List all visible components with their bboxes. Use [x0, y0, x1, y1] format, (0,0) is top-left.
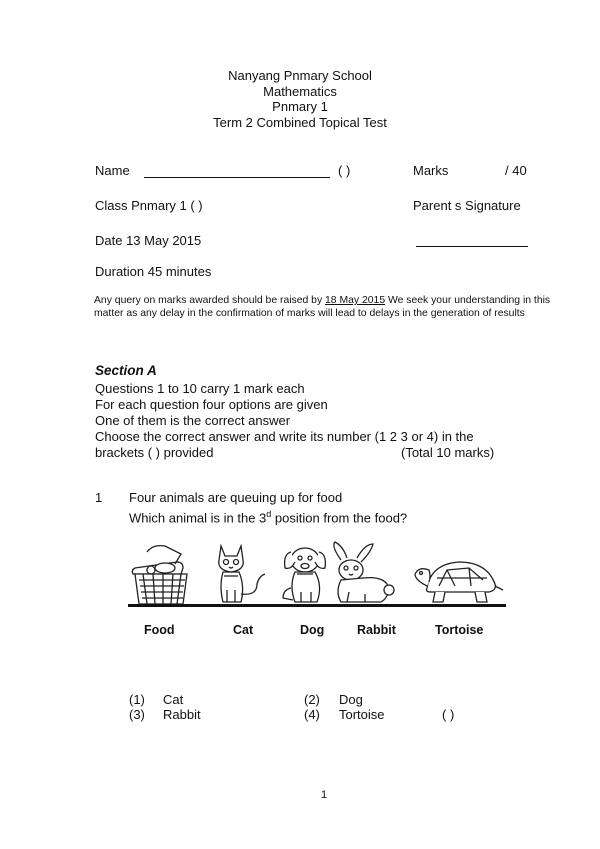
food-basket-icon: [132, 546, 187, 604]
option-4-number: (4): [304, 707, 320, 722]
class-label: Class Pnmary 1 ( ): [95, 198, 203, 213]
query-text-part2: We seek your understanding in this matter as any delay in the confirmation of marks will lead to delays in the generation of results: [94, 295, 551, 319]
instruction-line: Choose the correct answer and write its number (1 2 3 or 4) in the: [95, 429, 474, 444]
option-2-number: (2): [304, 692, 320, 707]
date-label: Date 13 May 2015: [95, 233, 202, 248]
answer-bracket[interactable]: ( ): [442, 707, 455, 722]
subject-title: Mathematics: [263, 83, 337, 99]
instruction-line: One of them is the correct answer: [95, 413, 291, 428]
option-1-number: (1): [129, 692, 145, 707]
name-label: Name: [95, 163, 130, 178]
dog-icon: [283, 548, 325, 602]
query-text-part1: Any query on marks awarded should be raised by: [94, 295, 326, 306]
label-rabbit: Rabbit: [357, 623, 396, 637]
level-title: Pnmary 1: [272, 99, 328, 114]
instruction-line: For each question four options are given: [95, 397, 328, 412]
question-text: [129, 489, 407, 526]
option-3-number: (3): [129, 707, 145, 722]
label-food: Food: [144, 623, 175, 637]
marks-total: / 40: [505, 163, 527, 178]
school-name: Nanyang Pnmary School: [228, 68, 372, 83]
ordinal-superscript: d: [266, 509, 272, 519]
ground-line: [128, 604, 506, 607]
query-deadline-date: 18 May 2015: [325, 295, 386, 306]
cat-icon: [219, 546, 265, 602]
instruction-brackets: brackets ( ) provided: [95, 445, 214, 460]
option-1-text[interactable]: Cat: [163, 692, 184, 707]
signature-line[interactable]: [416, 246, 528, 247]
page-number: 1: [321, 789, 328, 801]
section-instructions: [95, 381, 474, 445]
section-title: Section A: [95, 363, 157, 378]
option-4-text[interactable]: Tortoise: [339, 707, 385, 722]
question-number: 1: [95, 490, 103, 505]
question-line1: Four animals are queuing up for food: [129, 490, 343, 505]
test-title: Term 2 Combined Topical Test: [213, 114, 387, 130]
option-2-text[interactable]: Dog: [339, 692, 363, 707]
label-tortoise: Tortoise: [435, 623, 484, 637]
option-3-text[interactable]: Rabbit: [163, 707, 201, 722]
question-line2: Which animal is in the 3$^d$ position from the food?: [129, 509, 408, 526]
name-field-line[interactable]: [144, 177, 330, 178]
label-dog: Dog: [300, 623, 325, 637]
label-cat: Cat: [233, 623, 254, 637]
marks-label: Marks: [413, 163, 449, 178]
animals-queue-illustration: [125, 540, 515, 608]
tortoise-icon: [415, 562, 503, 602]
duration-label: Duration 45 minutes: [95, 264, 212, 279]
parent-signature-label: Parent s Signature: [413, 198, 521, 213]
query-notice: [94, 295, 564, 320]
instruction-line: Questions 1 to 10 carry 1 mark each: [95, 381, 305, 396]
register-number-bracket: ( ): [338, 163, 351, 178]
section-total-marks: (Total 10 marks): [401, 445, 495, 460]
rabbit-icon: [334, 542, 394, 602]
document-header: [0, 68, 600, 130]
